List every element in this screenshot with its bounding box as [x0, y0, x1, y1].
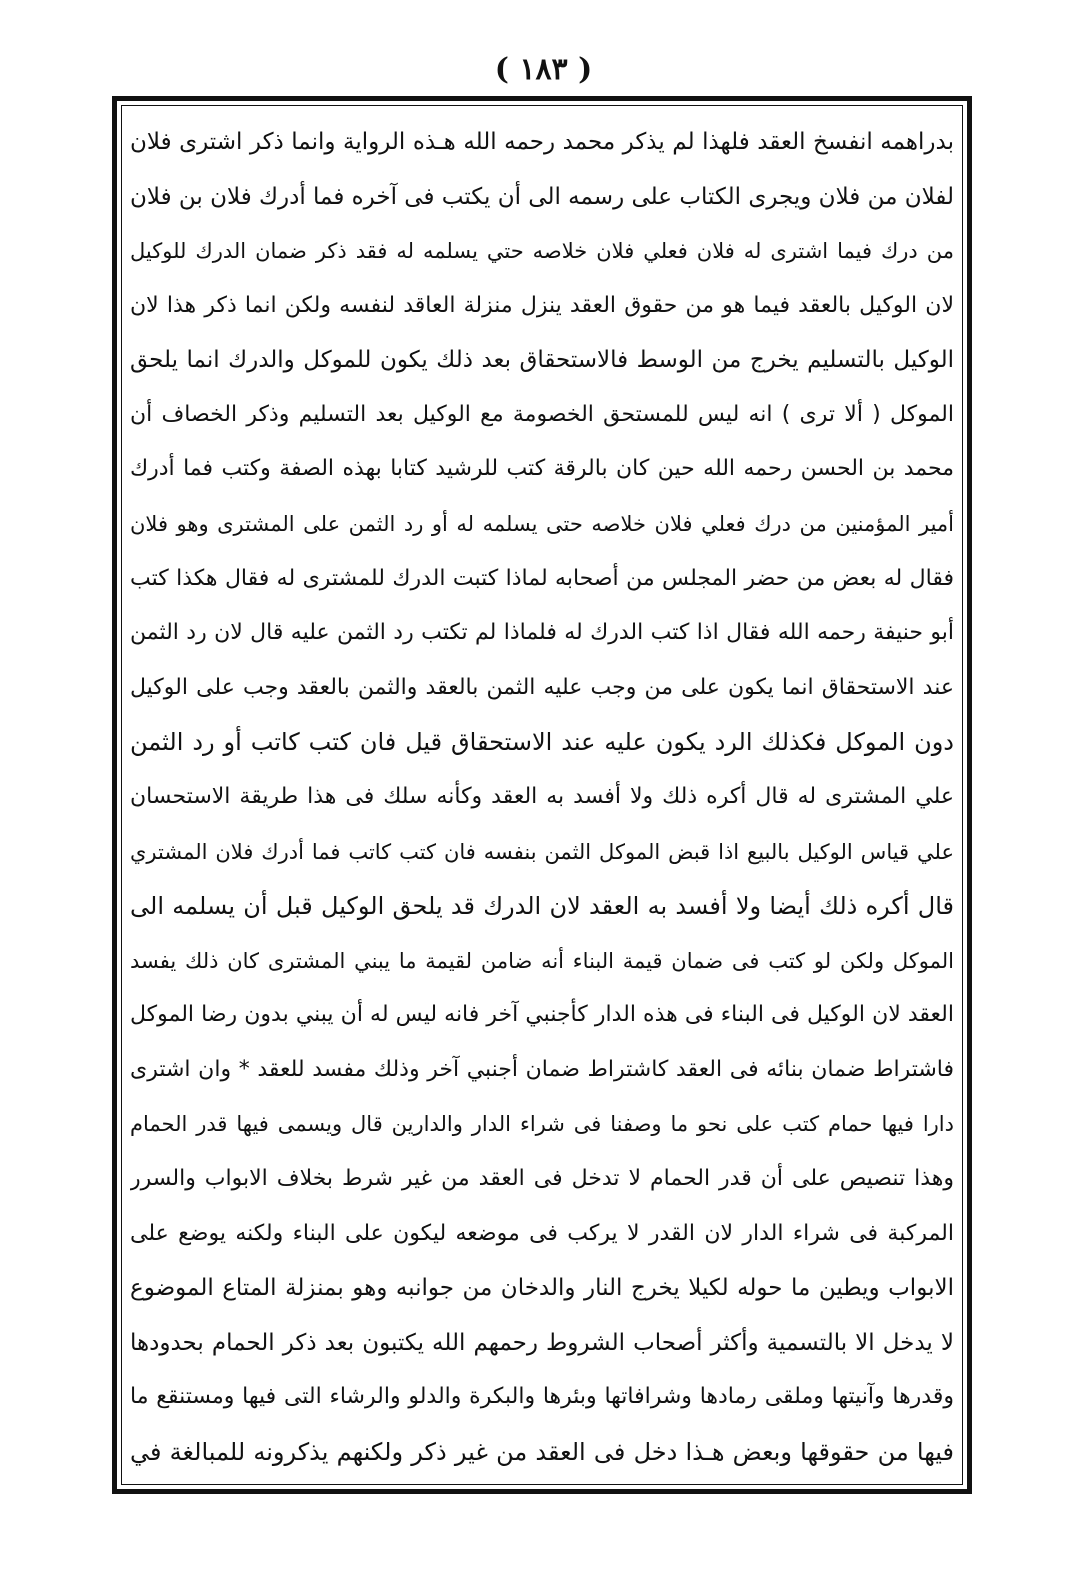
- text-line: لا يدخل الا بالتسمية وأكثر أصحاب الشروط رحمهم الله يكتبون بعد ذكر الحمام بحدودها: [130, 1329, 954, 1356]
- text-line: محمد بن الحسن رحمه الله حين كان بالرقة كتب للرشيد كتابا بهذه الصفة وكتب فما أدرك: [130, 456, 954, 482]
- text-line: عند الاستحقاق انما يكون على من وجب عليه الثمن بالعقد والثمن بالعقد وجب على الوكيل: [130, 674, 954, 700]
- text-line: فاشتراط ضمان بنائه فى العقد كاشتراط ضمان أجنبي آخر وذلك مفسد للعقد * وان اشترى: [130, 1056, 954, 1082]
- text-line: فقال له بعض من حضر المجلس من أصحابه لماذا كتبت الدرك للمشترى له فقال هكذا كتب: [130, 565, 954, 591]
- text-body: [130, 122, 954, 1472]
- text-line: من درك فيما اشترى له فلان فعلي فلان خلاصه حتي يسلمه له فقد ذكر ضمان الدرك للوكيل: [130, 239, 954, 264]
- text-line: علي قياس الوكيل بالبيع اذا قبض الموكل الثمن بنفسه فان كتب كاتب فما أدرك فلان المشتري: [130, 839, 954, 864]
- text-line: وهذا تنصيص على أن قدر الحمام لا تدخل فى العقد من غير شرط بخلاف الابواب والسرر: [130, 1165, 954, 1191]
- text-line: المركبة فى شراء الدار لان القدر لا يركب فى موضعه ليكون على البناء ولكنه يوضع على: [130, 1220, 954, 1246]
- page-number: ( ١٨٣ ): [494, 52, 593, 87]
- text-line: فيها من حقوقها وبعض هـذا دخل فى العقد من غير ذكر ولكنهم يذكرونه للمبالغة في: [130, 1437, 954, 1466]
- text-line: الموكل ولكن لو كتب فى ضمان قيمة البناء أنه ضامن لقيمة ما يبني المشترى كان ذلك يفسد: [130, 948, 954, 973]
- text-line: وقدرها وآنيتها وملقى رمادها وشرافاتها وبئرها والبكرة والدلو والرشاء التى فيها ومستنقع ما: [130, 1384, 954, 1410]
- text-line: قال أكره ذلك أيضا ولا أفسد به العقد لان الدرك قد يلحق الوكيل قبل أن يسلمه الى: [130, 892, 954, 921]
- text-line: الابواب ويطين ما حوله لكيلا يخرج النار والدخان من جوانبه وهو بمنزلة المتاع الموضوع: [130, 1275, 954, 1302]
- text-line: علي المشترى له قال أكره ذلك ولا أفسد به العقد وكأنه سلك فى هذا طريقة الاستحسان: [130, 783, 954, 809]
- text-line: أمير المؤمنين من درك فعلي فلان خلاصه حتى يسلمه له أو رد الثمن على المشترى وهو فلان: [130, 512, 954, 537]
- text-line: الوكيل بالتسليم يخرج من الوسط فالاستحقاق بعد ذلك يكون للموكل والدرك انما يلحق: [130, 347, 954, 374]
- text-line: لفلان من فلان ويجرى الكتاب على رسمه الى أن يكتب فى آخره فما أدرك فلان بن فلان: [130, 183, 954, 210]
- text-line: أبو حنيفة رحمه الله فقال اذا كتب الدرك له فلماذا لم تكتب رد الثمن عليه قال لان رد الثمن: [130, 620, 954, 646]
- text-line: دون الموكل فكذلك الرد يكون عليه عند الاستحقاق قيل فان كتب كاتب أو رد الثمن: [130, 728, 954, 757]
- text-line: بدراهمه انفسخ العقد فلهذا لم يذكر محمد رحمه الله هـذه الرواية وانما ذكر اشترى فلان: [130, 129, 954, 155]
- text-line: الموكل ( ألا ترى ) انه ليس للمستحق الخصومة مع الوكيل بعد التسليم وذكر الخصاف أن: [130, 401, 954, 427]
- text-line: دارا فيها حمام كتب على نحو ما وصفنا فى شراء الدار والدارين قال ويسمى فيها قدر الحمام: [130, 1112, 954, 1137]
- text-line: لان الوكيل بالعقد فيما هو من حقوق العقد ينزل منزلة العاقد لنفسه ولكن انما ذكر هذا لان: [130, 292, 954, 318]
- text-line: العقد لان الوكيل فى البناء فى هذه الدار كأجنبي آخر فانه ليس له أن يبني بدون رضا الموكل: [130, 1002, 954, 1028]
